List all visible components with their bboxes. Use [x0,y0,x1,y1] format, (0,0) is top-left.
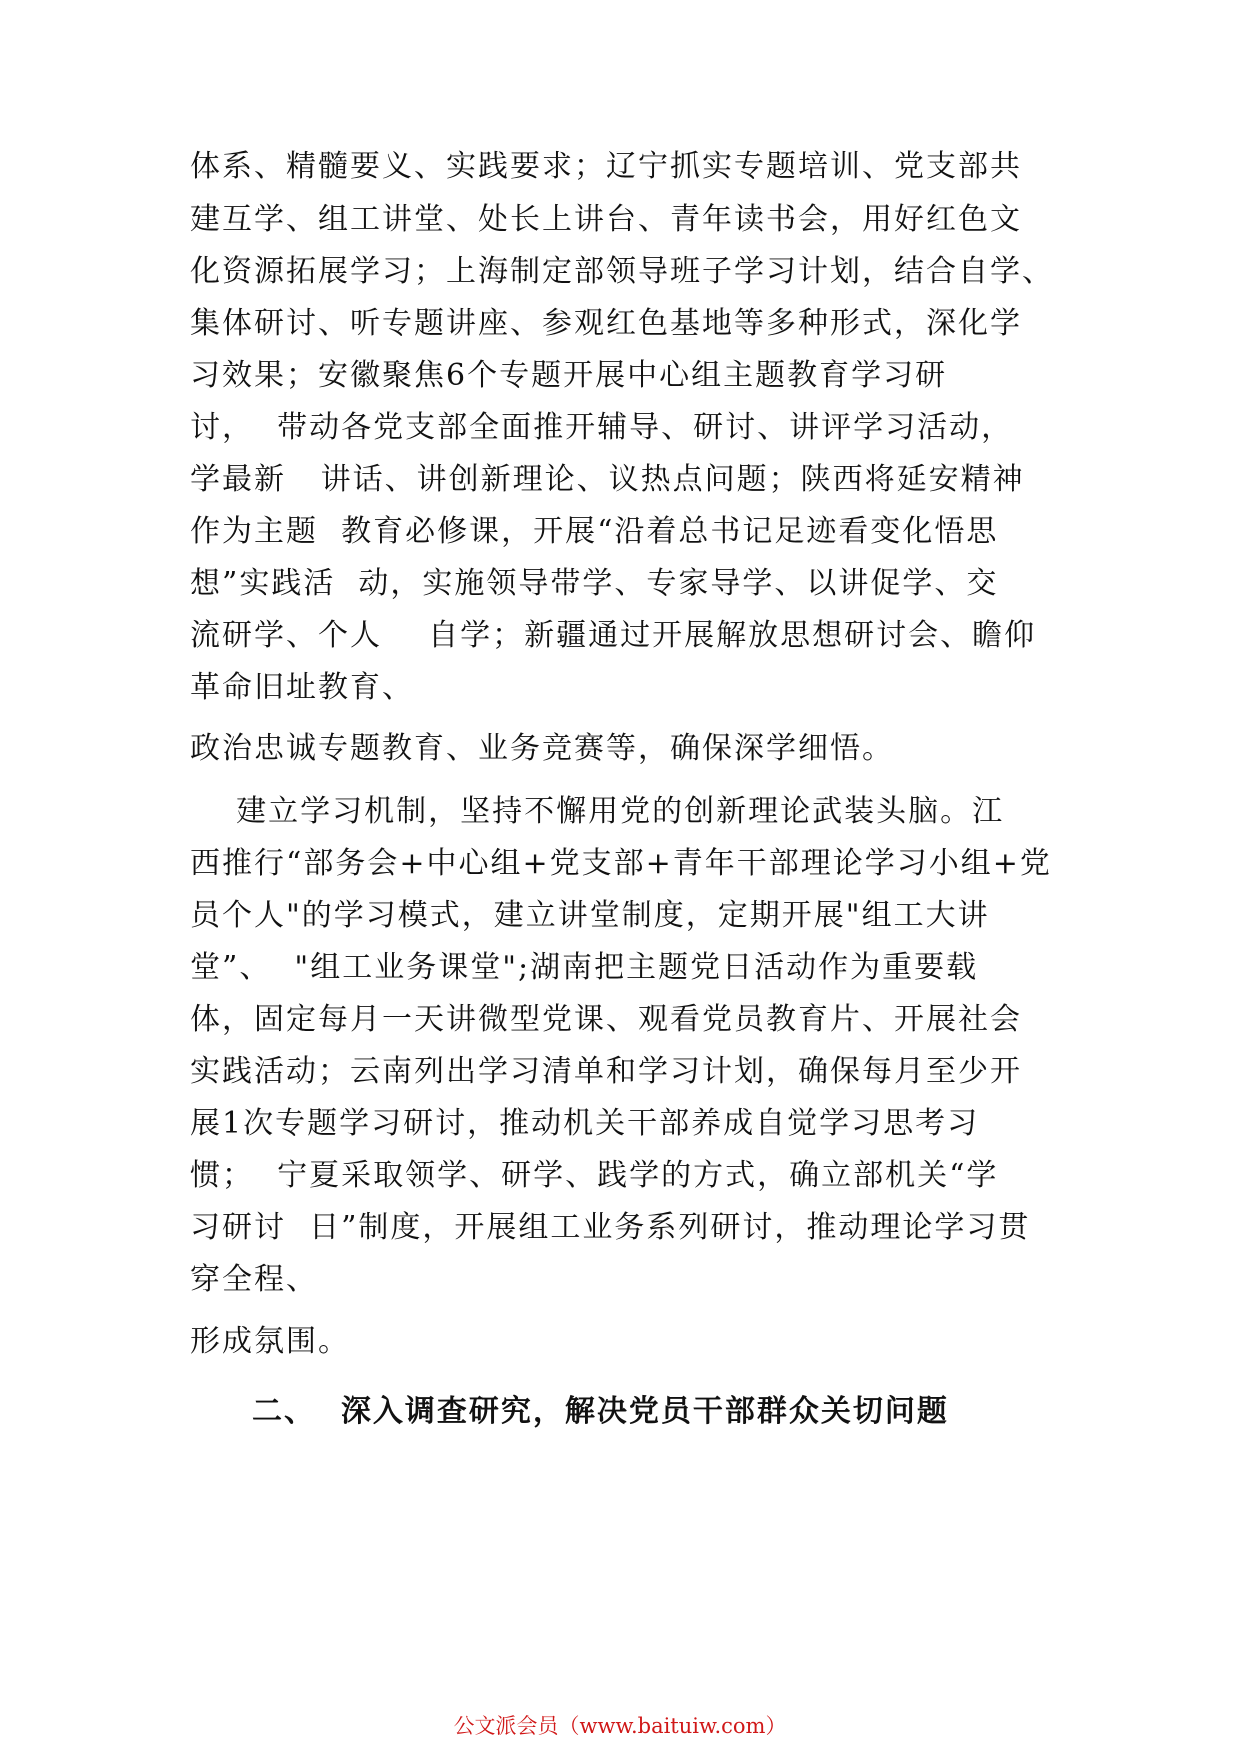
body-line-21: 习研讨 日”制度，开展组工业务系列研讨，推动理论学习贯 [190,1210,1031,1245]
body-line-9: 想”实践活 动，实施领导带学、专家导学、以讲促学、交 [190,566,999,601]
body-line-2: 建互学、组工讲堂、处长上讲台、青年读书会，用好红色文 [190,202,1022,237]
body-line-18: 实践活动；云南列出学习清单和学习计划，确保每月至少开 [190,1054,1022,1089]
body-line-10: 流研学、个人 自学；新疆通过开展解放思想研讨会、瞻仰 [190,618,1037,653]
body-line-12: 政治忠诚专题教育、业务竞赛等，确保深学细悟。 [190,731,894,766]
body-line-20: 惯； 宁夏采取领学、研学、践学的方式，确立部机关“学 [190,1158,999,1193]
body-line-13: 建立学习机制，坚持不懈用党的创新理论武装头脑。江 [190,794,1005,829]
body-line-11: 革命旧址教育、 [190,670,414,705]
body-line-19: 展1次专题学习研讨，推动机关干部养成自觉学习思考习 [190,1106,980,1141]
body-line-17: 体，固定每月一天讲微型党课、观看党员教育片、开展社会 [190,1002,1022,1037]
body-line-15: 员个人"的学习模式，建立讲堂制度，定期开展"组工大讲 [190,898,990,933]
body-line-8: 作为主题 教育必修课，开展“沿着总书记足迹看变化悟思 [190,514,999,549]
body-line-16: 堂”、 "组工业务课堂";湖南把主题党日活动作为重要载 [190,950,979,985]
body-line-5: 习效果；安徽聚焦6个专题开展中心组主题教育学习研 [190,358,948,393]
body-line-23: 形成氛围。 [190,1324,350,1359]
body-line-7: 学最新 讲话、讲创新理论、议热点问题；陕西将延安精神 [190,462,1025,497]
body-line-1: 体系、精髓要义、实践要求；辽宁抓实专题培训、党支部共 [190,149,1022,184]
section-heading: 二、 深入调查研究，解决党员干部群众关切问题 [252,1394,949,1429]
body-line-4: 集体研讨、听专题讲座、参观红色基地等多种形式，深化学 [190,306,1022,341]
footer-watermark-text: 公文派会员（www.baituiw.com） [453,1714,787,1738]
body-line-14: 西推行“部务会+中心组+党支部+青年干部理论学习小组+党 [190,846,1052,881]
body-line-22: 穿全程、 [190,1262,318,1297]
body-line-3: 化资源拓展学习；上海制定部领导班子学习计划，结合自学、 [190,254,1054,289]
body-line-6: 讨， 带动各党支部全面推开辅导、研讨、讲评学习活动， [190,410,1014,445]
